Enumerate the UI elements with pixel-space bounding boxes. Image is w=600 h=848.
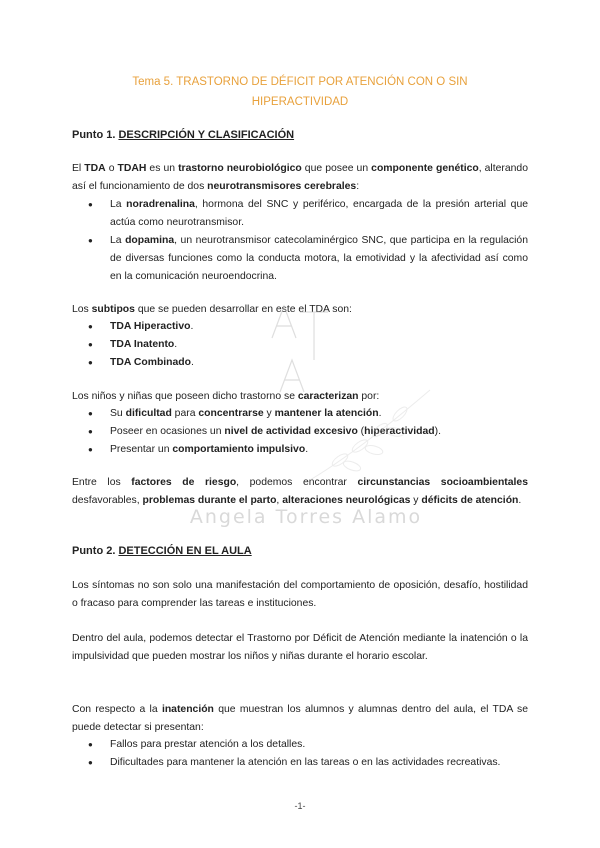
list-item: ● TDA Hiperactivo.: [72, 318, 528, 336]
list-item: ● Dificultades para mantener la atención en las tareas o en las actividades recreativas.: [72, 754, 528, 772]
characteristics-intro: Los niños y niñas que poseen dicho trastorno se caracterizan por:: [72, 391, 380, 402]
logo-letter-a-1: [272, 306, 296, 338]
section-heading-punto-1: Punto 1. DESCRIPCIÓN Y CLASIFICACIÓN: [72, 129, 295, 141]
list-item: ● TDA Inatento.: [72, 336, 528, 354]
watermark-wreath: [300, 380, 440, 490]
inattention-list: [72, 736, 528, 772]
neurotransmitter-list: [72, 196, 528, 286]
intro-paragraph: El TDA o TDAH es un trastorno neurobiológico que posee un componente genético, alterando así el funcionamiento de dos neurotransmisores cerebrales:: [72, 163, 528, 192]
subtypes-intro: Los subtipos que se pueden desarrollar en este el TDA son:: [72, 304, 352, 315]
page-number: -1-: [294, 801, 306, 811]
document-title: [100, 72, 500, 112]
title-line-2: HIPERACTIVIDAD: [251, 96, 349, 108]
list-item: ● La dopamina, un neurotransmisor catecolaminérgico SNC, que participa en la regulación de diversas funciones como la conducta motora, la emotividad y la afectividad así como en la comunicación neuroendocrina.: [72, 232, 528, 286]
list-item: ● Fallos para prestar atención a los detalles.: [72, 736, 528, 754]
title-line-1: Tema 5. TRASTORNO DE DÉFICIT POR ATENCIÓN CON O SIN: [132, 76, 468, 88]
watermark-name: Angela Torres Alamo: [189, 506, 423, 528]
section-heading-punto-2: Punto 2. DETECCIÓN EN EL AULA: [72, 545, 252, 557]
list-item: ● TDA Combinado.: [72, 354, 528, 372]
list-item: ● La noradrenalina, hormona del SNC y periférico, encargada de la presión arterial que actúa como neurotransmisor.: [72, 196, 528, 232]
risk-factors-paragraph: Entre los factores de riesgo, podemos encontrar circunstancias socioambientales desfavorables, problemas durante el parto, alteraciones neurológicas y déficits de atención.: [72, 477, 528, 506]
classroom-detection-paragraph: Dentro del aula, podemos detectar el Trastorno por Déficit de Atención mediante la inatención o la impulsividad que pueden mostrar los niños y niñas durante el horario escolar.: [72, 633, 528, 662]
symptoms-paragraph: Los síntomas no son solo una manifestación del comportamiento de oposición, desafío, hostilidad o fracaso para comprender las tareas e instituciones.: [72, 580, 528, 609]
list-item: ● Poseer en ocasiones un nivel de actividad excesivo (hiperactividad).: [72, 423, 528, 441]
list-item: ● Presentar un comportamiento impulsivo.: [72, 441, 528, 459]
logo-letter-t: [300, 312, 328, 360]
inattention-intro: Con respecto a la inatención que muestran los alumnos y alumnas dentro del aula, el TDA se puede detectar si presentan:: [72, 704, 528, 733]
list-item: ● Su dificultad para concentrarse y mantener la atención.: [72, 405, 528, 423]
